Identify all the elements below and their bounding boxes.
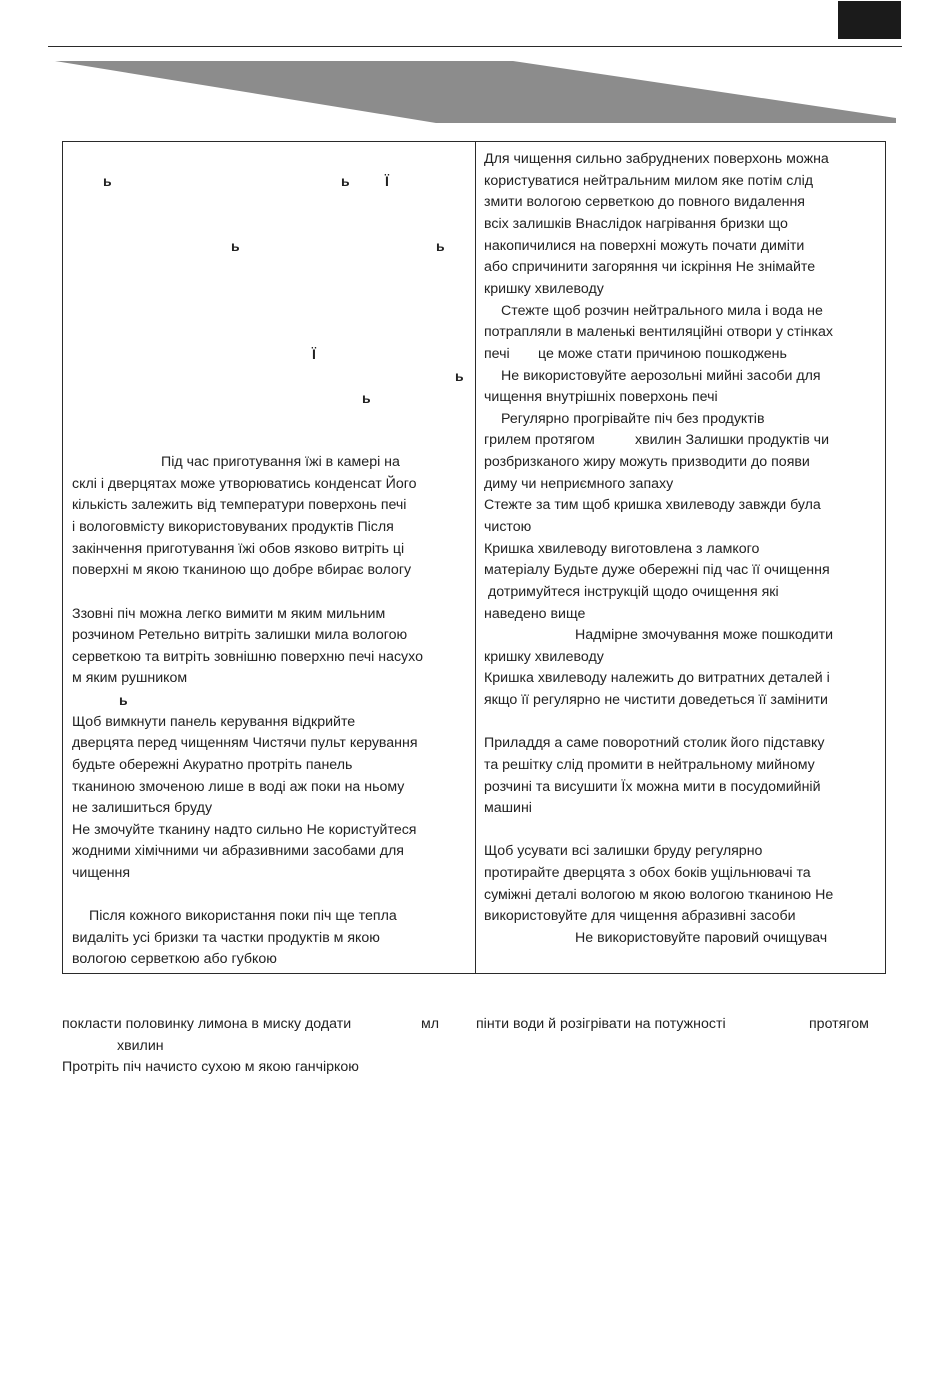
heading-fragment: ь [341,173,350,189]
right-text-line: всіх залишків Внаслідок нагрівання бризки що [484,216,788,232]
right-text-line: розчині та висушити Їх можна мити в посудомийній [484,779,821,795]
right-text-line: розбризканого жиру можуть призводити до появи [484,454,810,470]
right-text-line: Кришка хвилеводу належить до витратних деталей і [484,670,830,686]
right-text-line: користуватися нейтральним милом яке потім слід [484,173,814,189]
right-text-line: Не використовуйте паровий очищувач [575,930,828,946]
left-text-line: не залишиться бруду [72,800,213,816]
left-text-line: тканиною змоченою лише в воді аж поки на ньому [72,779,405,795]
left-text-line: будьте обережні Акуратно протріть панель [72,757,353,773]
right-text-line: або спричинити загоряння чи іскріння Не знімайте [484,259,816,275]
right-text-line: кришку хвилеводу [484,649,604,665]
right-text-line: якщо її регулярно не чистити доведеться її замінити [484,692,828,708]
right-text-line: Не використовуйте аерозольні мийні засоби для [501,368,821,384]
right-text-line: суміжні деталі вологою м якою вологою тканиною Не [484,887,834,903]
left-text-line: видаліть усі бризки та частки продуктів м якою [72,930,380,946]
left-text-line: чищення [72,865,131,881]
left-text-line: склі і дверцятах може утворюватись конденсат Його [72,476,417,492]
bottom-text-part: пінти води й розігрівати на потужності [476,1016,726,1032]
column-divider [475,142,476,973]
right-text-line: дотримуйтеся інструкцій щодо очищення які [488,584,779,600]
left-text-line: м яким рушником [72,670,188,686]
heading-fragment: ь [455,368,464,384]
heading-fragment: ь [119,692,128,708]
section-banner [55,61,896,123]
bottom-text-line: хвилин [117,1038,164,1054]
right-text-line: накопичилися на поверхні можуть почати диміти [484,238,805,254]
header-rule [48,46,902,47]
left-text-line: жодними хімічними чи абразивними засобами для [72,843,404,859]
right-text-line: змити вологою серветкою до повного видалення [484,194,805,210]
left-text-line: Після кожного використання поки піч ще тепла [89,908,397,924]
right-text-line: хвилин Залишки продуктів чи [635,432,829,448]
left-text-line: серветкою та витріть зовнішню поверхню печі насухо [72,649,423,665]
left-text-line: поверхні м якою тканиною що добре вбирає вологу [72,562,412,578]
left-text-line: і вологовмісту використовуваних продуктів Після [72,519,394,535]
right-text-line: та решітку слід промити в нейтральному мийному [484,757,815,773]
right-text-line: грилем протягом [484,432,595,448]
left-text-line: розчином Ретельно витріть залишки мила вологою [72,627,408,643]
right-text-line: Стежте щоб розчин нейтрального мила і вода не [501,303,823,319]
left-text-line: Щоб вимкнути панель керування відкрийте [72,714,356,730]
right-text-line: Для чищення сильно забруднених поверхонь можна [484,151,829,167]
bottom-text-part: покласти половинку лимона в миску додати [62,1016,352,1032]
heading-fragment: ь [436,238,445,254]
right-text-line: матеріалу Будьте дуже обережні під час її очищення [484,562,830,578]
heading-fragment: Ї [385,173,389,189]
right-text-line: потрапляли в маленькі вентиляційні отвори у стінках [484,324,833,340]
right-text-line: Стежте за тим щоб кришка хвилеводу завжди була [484,497,821,513]
right-text-line: це може стати причиною пошкоджень [538,346,787,362]
right-text-line: використовуйте для чищення абразивні засоби [484,908,796,924]
right-text-line: Кришка хвилеводу виготовлена з ламкого [484,541,760,557]
bottom-text-line: Протріть піч начисто сухою м якою ганчіркою [62,1059,359,1075]
bottom-text-part: мл [421,1016,440,1032]
right-text-line: кришку хвилеводу [484,281,604,297]
right-text-line: Приладдя а саме поворотний столик його підставку [484,735,825,751]
right-text-line: машині [484,800,532,816]
right-text-line: наведено вище [484,606,586,622]
heading-fragment: ь [231,238,240,254]
right-text-line: протирайте дверцята з обох боків ущільнювачі та [484,865,811,881]
left-text-line: Не змочуйте тканину надто сильно Не користуйтеся [72,822,417,838]
page-number-tab [838,1,901,39]
left-text-line: закінчення приготування їжі обов язково витріть ці [72,541,405,557]
bottom-text-part: протягом [809,1016,869,1032]
right-text-line: Регулярно прогрівайте піч без продуктів [501,411,765,427]
right-text-line: печі [484,346,510,362]
heading-fragment: ь [103,173,112,189]
left-text-line: Ззовні піч можна легко вимити м яким мильним [72,606,386,622]
right-text-line: Надмірне змочування може пошкодити [575,627,834,643]
right-text-line: диму чи неприємного запаху [484,476,674,492]
heading-fragment: Ї [312,346,316,362]
right-text-line: Щоб усувати всі залишки бруду регулярно [484,843,763,859]
left-text-line: вологою серветкою або губкою [72,951,277,967]
right-text-line: чистою [484,519,532,535]
right-text-line: чищення внутрішніх поверхонь печі [484,389,718,405]
left-text-line: Під час приготування їжі в камері на [161,454,400,470]
cleaning-instructions-table [62,141,886,974]
left-text-line: дверцята перед чищенням Чистячи пульт керування [72,735,418,751]
left-text-line: кількість залежить від температури поверхонь печі [72,497,407,513]
heading-fragment: ь [362,390,371,406]
